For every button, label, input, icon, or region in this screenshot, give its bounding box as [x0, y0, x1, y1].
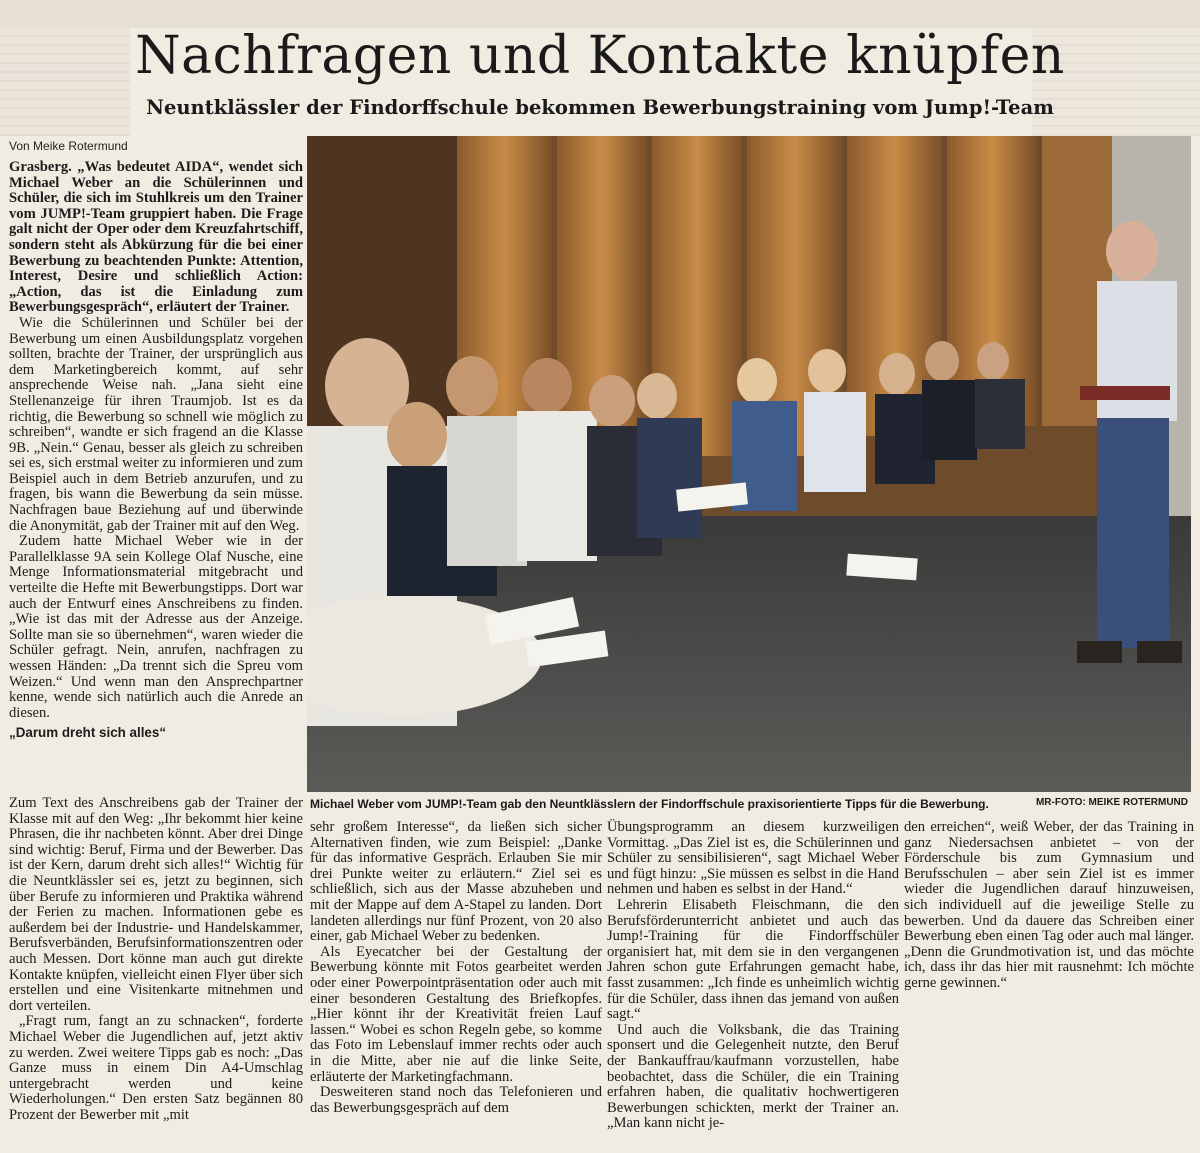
paragraph: Zudem hatte Michael Weber wie in der Parallelklasse 9A sein Kollege Olaf Nusche, eine Menge Informationsmaterial mitgebracht und verteilte die Hefte mit Bewerbungstipps. Dort war auch der Entwurf eines Anschreibens zu finden. „Wie ist das mit der Adresse aus der Anzeige. Sollte man sie so übernehmen“, waren wieder die Schüler gefragt. Nein, anrufen, nachfragen zu wessen Händen: „Da trennt sich die Spreu vom Weizen.“ Und wenn man den Ansprechpartner kenne, wende sich natürlich auch die Anrede an diesen.: [9, 533, 303, 721]
column-1: [9, 160, 303, 743]
paragraph: Lehrerin Elisabeth Fleischmann, die den Berufsförderunterricht anbietet und auch das Jump!-Training für die Findorffschüler organisiert hat, mit dem sie in den vergangenen Jahren schon gute Erfahrungen gemacht habe, fasst zusammen: „Ich finde es unheimlich wichtig für die Schüler, dass ihnen das jemand von außen sagt.“: [607, 896, 899, 1023]
classroom-photo-illustration: [307, 136, 1191, 792]
section-subheading: „Darum dreht sich alles“: [9, 725, 167, 741]
photo-credit: MR-FOTO: MEIKE ROTERMUND: [1035, 797, 1188, 808]
paragraph: den erreichen“, weiß Weber, der das Training in ganz Niedersachsen anbietet – von der Förderschule bis zum Gymnasium und Berufsschulen – aber sein Ziel ist es immer wieder die Jugendlichen darauf hinzuweisen, sich individuell auf die jeweilige Stelle zu bewerben. Und da dauere das Schreiben einer Bewerbung eben einen Tag oder auch mal länger. „Denn die Grundmotivation ist, und das möchte ich, dass ihr das hier mit rausnehmt: Ich möchte gerne gewinnen.“: [904, 819, 1194, 991]
neighbor-page-strip: [0, 0, 1200, 28]
paragraph: Als Eyecatcher bei der Gestaltung der Bewerbung könnte mit Fotos gearbeitet werden oder einer Powerpointpräsentation oder auch mit einer besonderen Gestaltung des Briefkopfes. „Hier könnt ihr der Kreativität freien Lauf lassen.“ Wobei es schon Regeln gebe, so komme das Foto im Lebenslauf immer rechts oder auch in die Mitte, aber nie auf die linke Seite, erläuterte der Marketingfachmann.: [310, 943, 602, 1085]
paragraph: Zum Text des Anschreibens gab der Trainer der Klasse mit auf den Weg: „Ihr bekommt hier keine Phrasen, die ihr nachbeten könnt. Aber drei Dinge sind wichtig: Beruf, Firma und der Bewerber. Das ist der Kern, darum dreht sich alles!“ Wichtig für die Neuntklässler sei es, jetzt zu beginnen, sich über Berufe zu informieren und Praktika während der Ferien zu machen. Informationen gebe es außerdem bei der Industrie- und Handelskammer, Berufsverbänden, Berufsinformationszentren oder auch Messen. Dort könne man auch gut direkte Kontakte knüpfen, vielleicht einen Flyer über sich erstellen und eine Visitenkarte mitnehmen und dort verteilen.: [9, 795, 303, 1014]
lead-paragraph: Grasberg. „Was bedeutet AIDA“, wendet sich Michael Weber an die Schülerinnen und Schüler, die sich im Stuhlkreis um den Trainer vom JUMP!-Team gruppiert haben. Die Frage galt nicht der Oper oder dem Kreuzfahrtschiff, sondern steht als Abkürzung für die bei einer Bewerbung zu beachtenden Punkte: Attention, Interest, Desire und schließlich Action: „Action, das ist die Einladung zum Bewerbungsgespräch“, erläutert der Trainer.: [9, 159, 303, 316]
column-4: [904, 820, 1194, 992]
byline: Von Meike Rotermund: [9, 139, 128, 153]
headline: Nachfragen und Kontakte knüpfen: [135, 26, 1065, 86]
paragraph: Und auch die Volksbank, die das Training sponsert und die Gelegenheit nutzte, den Beruf der Bankauffrau/kaufmann vorzustellen, habe beobachtet, dass die Schüler, die ein Training erfahren haben, die qualitativ hochwertigeren Bewerbungen schickten, merkt der Trainer an. „Man kann nicht je-: [607, 1021, 899, 1132]
column-3: [607, 820, 899, 1132]
article-photo: [307, 136, 1191, 792]
paragraph: „Fragt rum, fangt an zu schnacken“, forderte Michael Weber die Jugendlichen auf, jetzt aktiv zu werden. Zwei weitere Tipps gab es noch: „Das Ganze muss in einem Din A4-Umschlag untergebracht werden und keine Wiederholungen.“ Den ersten Satz begännen 80 Prozent der Bewerber mit „mit: [9, 1013, 303, 1123]
column-1-continued: [9, 796, 303, 1123]
paragraph: Wie die Schülerinnen und Schüler bei der Bewerbung um einen Ausbildungsplatz vorgehen sollten, brachte der Trainer, der ursprünglich aus dem Marketingbereich kommt, auf sehr ansprechende Weise nah. „Jana sieht eine Stellenanzeige für ihren Traumjob. Ist es da richtig, die Bewerbung so schnell wie möglich zu schreiben“, wandte er sich fragend an die Klasse 9B. „Nein.“ Genau, besser als gleich zu schreiben sei es, sich erstmal weiter zu informieren und zum Beispiel auch in dem Betrieb anzurufen, und zu fragen, bis wann die Bewerbung da sein müsse. Nachfragen baue Beziehung auf und überwinde die Anonymität, gab der Trainer mit auf den Weg.: [9, 314, 303, 534]
paragraph: sehr großem Interesse“, da ließen sich sicher Alternativen finden, wie zum Beispiel: „Danke für das informative Gespräch. Erlauben Sie mir drei Punkte weiter zu erläutern.“ Ziel sei es schließlich, sich aus der Masse abzuheben und mit der Mappe auf dem A-Stapel zu landen. Dort landeten allerdings nur fünf Prozent, von 20 also einer, gab Michael Weber zu bedenken.: [310, 819, 602, 945]
subheadline: Neuntklässler der Findorffschule bekommen Bewerbungstraining vom Jump!-Team: [146, 96, 1054, 119]
photo-caption: Michael Weber vom JUMP!-Team gab den Neuntklässlern der Findorffschule praxisorientierte Tipps für die Bewerbung.: [310, 797, 989, 811]
column-2: [310, 820, 602, 1116]
paragraph: Übungsprogramm an diesem kurzweiligen Vormittag. „Das Ziel ist es, die Schülerinnen und Schüler zu sensibilisieren“, sagt Michael Weber und fügt hinzu: „Sie müssen es selbst in die Hand nehmen und haben es selbst in der Hand.“: [607, 819, 899, 898]
paragraph: Desweiteren stand noch das Telefonieren und das Bewerbungsgespräch auf dem: [310, 1084, 602, 1116]
